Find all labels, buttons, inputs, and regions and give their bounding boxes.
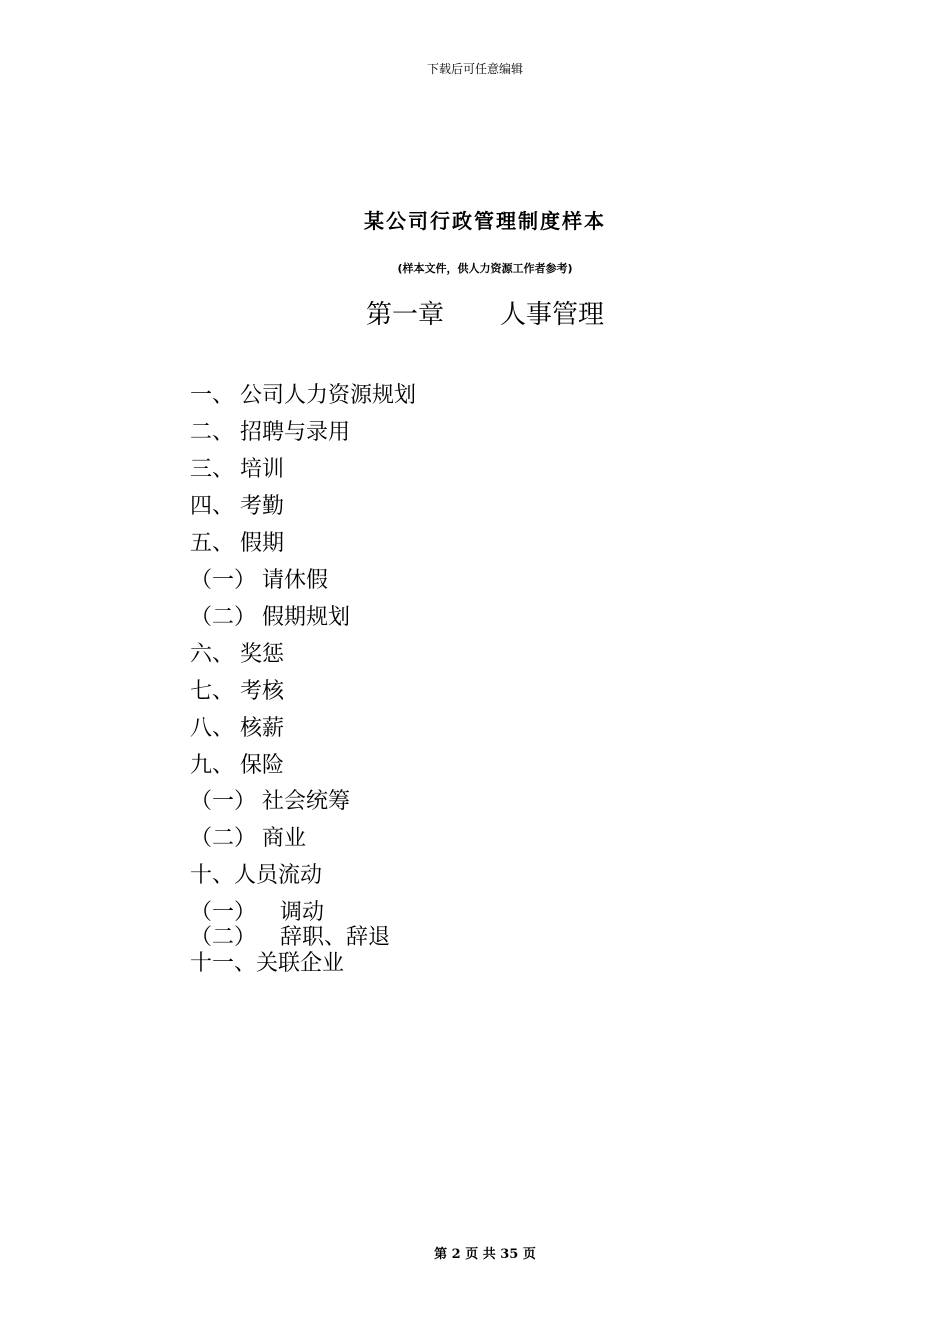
toc-item [190,823,306,855]
toc-item-label: 公司人力资源规划 [240,383,417,408]
header-note: 下载后可任意编辑 [426,62,523,76]
toc-item [190,565,328,597]
toc-item-number: 八、 [190,716,235,741]
document-title: 某公司行政管理制度样本 [364,209,606,233]
toc-item-number: 四、 [190,494,235,519]
toc-item-number: （二） [190,826,257,851]
toc-item-number: 二、 [190,420,235,445]
toc-item-number: 五、 [190,531,235,556]
toc-item [190,639,284,671]
toc-item [190,786,350,818]
toc-item [190,948,344,980]
chapter-heading [0,297,950,333]
toc-item-label: 调动 [280,900,325,925]
toc-item [190,860,322,892]
toc-item-label: 核薪 [240,716,285,741]
toc-item-number: 十、 [190,863,235,888]
toc-item-label: 培训 [240,457,285,482]
toc-item-label: 考勤 [240,494,285,519]
toc-item-number: 六、 [190,642,235,667]
toc-item-number: 十一、 [190,951,257,976]
chapter-title: 人事管理 [500,300,605,330]
toc-item-label: 招聘与录用 [240,420,351,445]
toc-item-label: 社会统筹 [262,789,351,814]
toc-item-number: 七、 [190,679,235,704]
toc-item-label: 假期规划 [262,605,351,630]
toc-item-label: 辞职、辞退 [280,925,391,950]
chapter-number: 第一章 [365,300,444,330]
toc-item [190,528,284,560]
toc-item-label: 关联企业 [256,951,345,976]
toc-item-number: （一） [190,568,257,593]
document-subtitle: (样本文件，供人力资源工作者参考) [397,262,573,275]
toc-item-label: 假期 [240,531,285,556]
toc-item [190,750,284,782]
page-footer: 第 2 页 共 35 页 [434,1247,536,1262]
toc-item-label: 奖惩 [240,642,285,667]
toc-item-label: 请休假 [262,568,329,593]
toc-item-number: （一） [190,789,257,814]
toc-item [190,417,350,449]
toc-item-number: （一） [190,900,257,925]
toc-item-number: 三、 [190,457,235,482]
toc-item-number: （二） [190,925,257,950]
toc-item-number: （二） [190,605,257,630]
toc-item-label: 人员流动 [234,863,323,888]
toc-item [190,491,284,523]
toc-item [190,380,416,412]
toc-item-label: 保险 [240,753,285,778]
toc-item [190,676,284,708]
toc-item-number: 九、 [190,753,235,778]
toc-item [190,713,284,745]
toc-item [190,454,284,486]
toc-item-label: 商业 [262,826,307,851]
toc-item [190,602,350,634]
toc-item-label: 考核 [240,679,285,704]
toc-item-number: 一、 [190,383,235,408]
